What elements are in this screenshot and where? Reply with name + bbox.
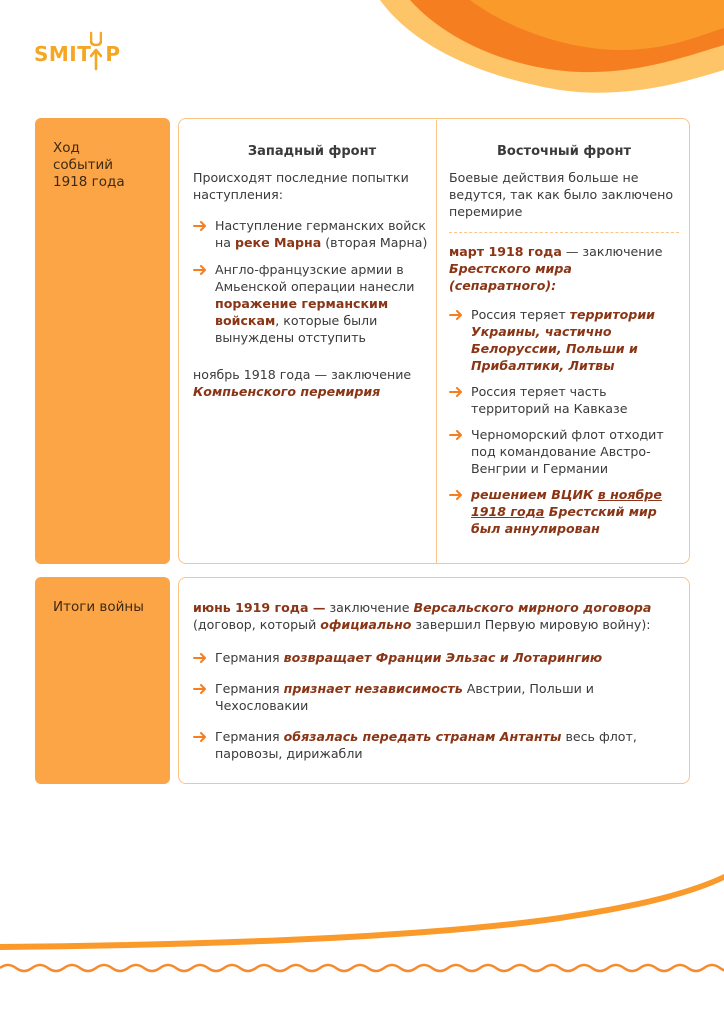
results-card [178,577,690,784]
list-item: Германия возвращает Франции Эльзас и Лотарингию [193,649,669,666]
logo-arrow-icon [90,31,102,71]
western-front-column [193,119,431,563]
eastern-front-title: Восточный фронт [497,144,631,159]
western-intro: Происходят последние попытки наступления: [193,170,409,202]
side-label-results: Итоги войны [35,577,170,784]
list-item: решением ВЦИК в ноябре 1918 года Брестский мир был аннулирован [449,486,679,537]
events-card [178,118,690,564]
arrow-right-icon [449,387,463,397]
results-list [193,649,669,762]
western-front-title: Западный фронт [247,144,377,159]
eastern-front-column [449,119,679,563]
list-item: Россия теряет территории Украины, частично Белоруссии, Польши и Прибалтики, Литвы [449,306,679,374]
versailles-intro: июнь 1919 года — заключение Версальского мирного договора (договор, который официально завершил Первую мировую войну): [193,600,652,632]
bottom-squiggle [0,965,724,971]
arrow-right-icon [193,265,207,275]
list-item: Наступление германских войск на реке Марна (вторая Марна) [193,217,431,251]
list-item: Германия признает независимость Австрии, Польши и Чехословакии [193,680,669,714]
top-wave-light [380,0,724,93]
arrow-right-icon [193,732,207,742]
smitup-logo [34,30,130,72]
top-wave-mid [470,0,724,50]
logo-text: SMIT P [34,42,121,66]
arrow-right-icon [449,490,463,500]
eastern-list [449,306,679,537]
western-list [193,217,431,346]
eastern-intro: Боевые действия больше не ведутся, так как было заключено перемирие [449,170,674,219]
list-item: Россия теряет часть территорий на Кавказе [449,383,679,417]
list-item: Англо-французские армии в Амьенской операции нанесли поражение германским войскам, которые были вынуждены отступить [193,261,431,346]
arrow-right-icon [193,653,207,663]
side-label-events: Ход событий 1918 года [35,118,170,564]
western-conclusion: ноябрь 1918 года — заключение Компьенского перемирия [193,367,412,399]
list-item: Германия обязалась передать странам Антанты весь флот, паровозы, дирижабли [193,728,669,762]
bottom-curve [0,874,724,950]
arrow-right-icon [193,684,207,694]
list-item: Черноморский флот отходит под командование Австро-Венгрии и Германии [449,426,679,477]
arrow-right-icon [449,430,463,440]
brest-treaty-heading: март 1918 года — заключение Брестского мира (сепаратного): [449,244,663,293]
top-wave-dark [410,0,724,72]
dashed-divider [449,232,679,233]
arrow-right-icon [193,221,207,231]
column-divider [436,120,437,563]
arrow-right-icon [449,310,463,320]
